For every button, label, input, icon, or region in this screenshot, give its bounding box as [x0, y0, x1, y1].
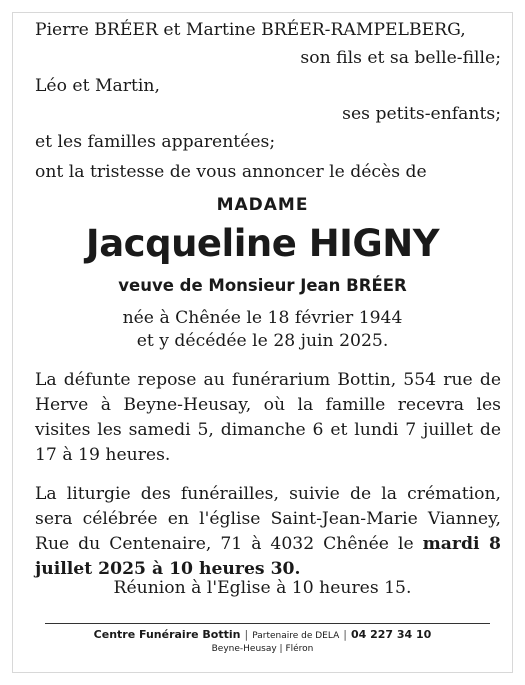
funeral-home-name: Centre Funéraire Bottin [93, 628, 241, 641]
liturgy-text: La liturgie des funérailles, suivie de la crémation, sera célébrée en l'église Saint-Jean-Marie Vianney, Rue du Centenaire, 71 à 4032 Chênée le [35, 484, 501, 554]
family-line-1: Pierre BRÉER et Martine BRÉER-RAMPELBERG, [35, 20, 466, 40]
deceased-name: Jacqueline HIGNY [85, 222, 440, 265]
liturgy-paragraph [35, 482, 501, 582]
death-line: et y décédée le 28 juin 2025. [136, 331, 389, 351]
family-line-1-role: son fils et sa belle-fille; [300, 48, 501, 68]
footer-separator-2: | [343, 628, 347, 641]
footer-separator-1: | [244, 628, 249, 641]
deceased-title: MADAME [216, 195, 309, 215]
liturgy-date: mardi 8 juillet 2025 à 10 heures 30. [35, 534, 501, 579]
family-line-2: Léo et Martin, [35, 76, 160, 96]
footer-divider [45, 623, 490, 624]
birth-line: née à Chênée le 18 février 1944 [122, 308, 403, 328]
footer-locations: Beyne-Heusay | Fléron [211, 644, 314, 654]
visitation-paragraph: La défunte repose au funérarium Bottin, 554 rue de Herve à Beyne-Heusay, où la famille recevra les visites les samedi 5, dimanche 6 et lundi 7 juillet de 17 à 19 heures. [35, 370, 501, 465]
widow-of: veuve de Monsieur Jean BRÉER [118, 276, 407, 295]
partner-label: Partenaire de DELA [252, 631, 340, 641]
footer-line [0, 628, 525, 641]
family-line-2-role: ses petits-enfants; [342, 104, 501, 124]
announcement-line: ont la tristesse de vous annoncer le décès de [35, 162, 427, 182]
meeting-line: Réunion à l'Eglise à 10 heures 15. [113, 578, 412, 598]
phone-number: 04 227 34 10 [350, 628, 432, 641]
family-line-3: et les familles apparentées; [35, 132, 276, 152]
